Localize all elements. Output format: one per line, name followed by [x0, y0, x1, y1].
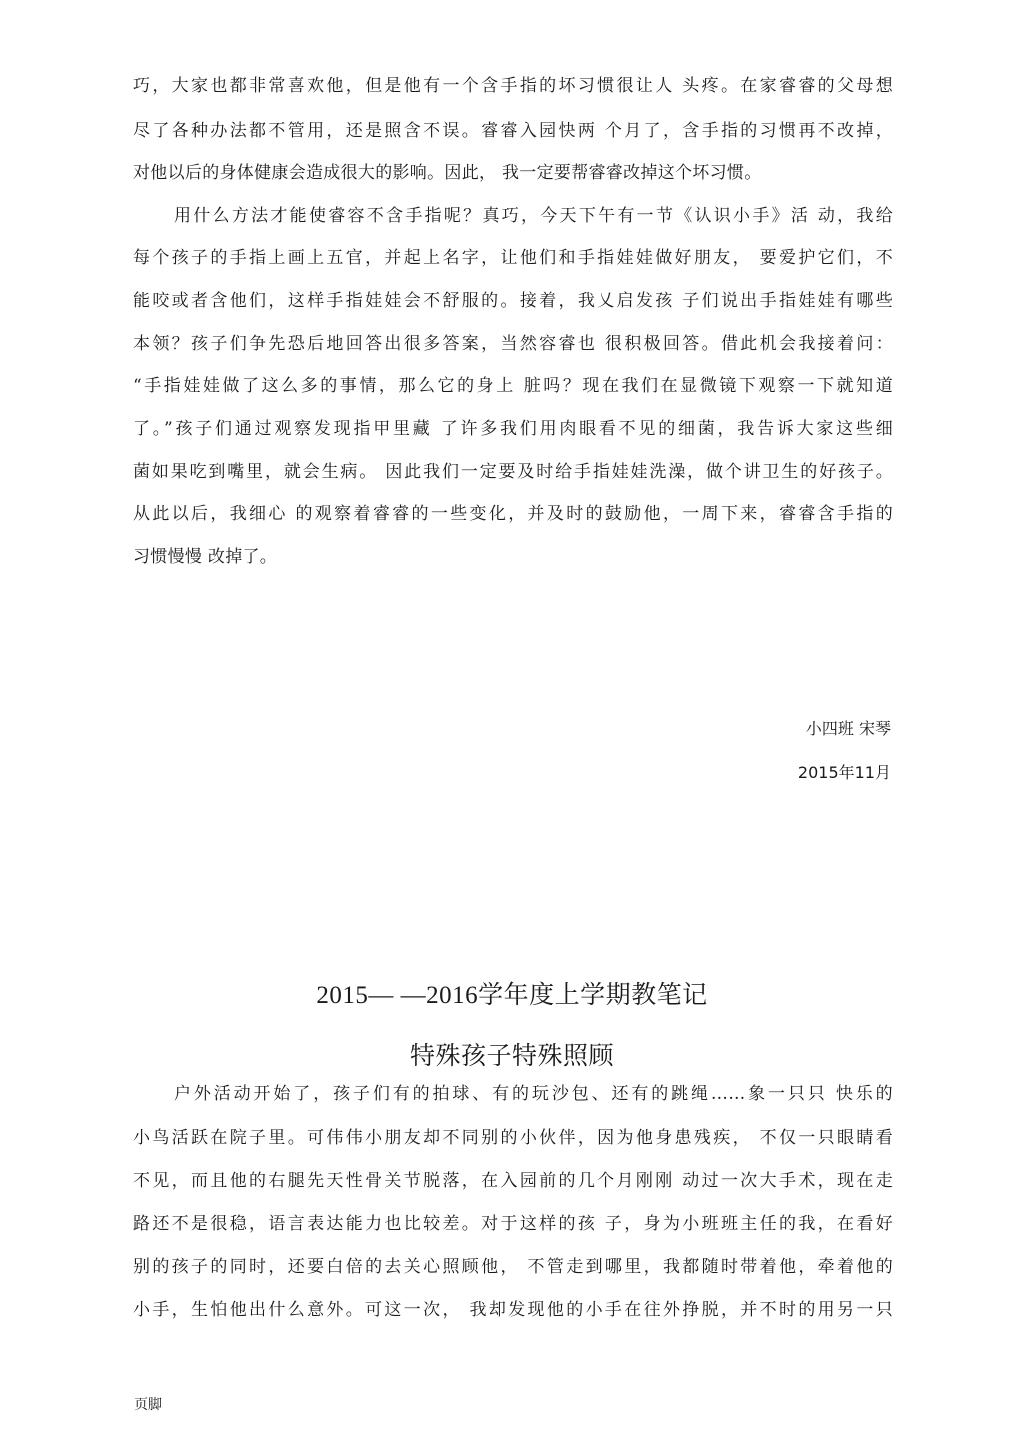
paragraph-line: 户外活动开始了，孩子们有的拍球、有的玩沙包、还有的跳绳……象一只只 快乐的 — [174, 1084, 893, 1104]
paragraph-line: 路还不是很稳，语言表达能力也比较差。对于这样的孩 子，身为小班班主任的我，在看好 — [133, 1214, 893, 1234]
paragraph-line: 小手，生怕他出什么意外。可这一次， 我却发现他的小手在往外挣脱，并不时的用另一只 — [133, 1300, 893, 1320]
signature-date: 2015年11月 — [797, 763, 891, 782]
paragraph-line: 菌如果吃到嘴里，就会生病。 因此我们一定要及时给手指娃娃洗澡，做个讲卫生的好孩子。 — [133, 462, 893, 482]
document-subtitle: 特殊孩子特殊照顾 — [409, 1043, 614, 1070]
paragraph-line: “手指娃娃做了这么多的事情，那么它的身上 脏吗？现在我们在显微镜下观察一下就知道 — [133, 376, 893, 396]
paragraph-line: 别的孩子的同时，还要白倍的去关心照顾他， 不管走到哪里，我都随时带着他，牵着他的 — [133, 1257, 893, 1277]
author-signature: 小四班 宋琴 — [805, 719, 891, 738]
document-title: 2015— —2016学年度上学期教笔记 — [316, 982, 708, 1009]
paragraph-line: 从此以后，我细心 的观察着睿睿的一些变化，并及时的鼓励他，一周下来，睿睿含手指的 — [133, 504, 893, 524]
paragraph-line: 用什么方法才能使睿容不含手指呢？真巧，今天下午有一节《认识小手》活 动，我给 — [174, 206, 893, 226]
paragraph-line: 巧，大家也都非常喜欢他，但是他有一个含手指的坏习惯很让人 头疼。在家睿睿的父母想 — [133, 76, 893, 96]
paragraph-line: 了。”孩子们通过观察发现指甲里藏 了许多我们用肉眼看不见的细菌，我告诉大家这些细 — [133, 419, 893, 439]
paragraph-line: 不见，而且他的右腿先天性骨关节脱落，在入园前的几个月刚刚 动过一次大手术，现在走 — [133, 1171, 893, 1191]
paragraph-line: 小鸟活跃在院子里。可伟伟小朋友却不同别的小伙伴，因为他身患残疾， 不仅一只眼睛看 — [133, 1128, 893, 1148]
paragraph-line: 能咬或者含他们，这样手指娃娃会不舒服的。接着，我乂启发孩 子们说出手指娃娃有哪些 — [133, 291, 893, 311]
page-footer: 页脚 — [134, 1397, 162, 1413]
paragraph-line: 每个孩子的手指上画上五官，并起上名字，让他们和手指娃娃做好朋友， 要爱护它们，不 — [133, 248, 893, 268]
paragraph-line: 尽了各种办法都不管用，还是照含不误。睿睿入园快两 个月了，含手指的习惯再不改掉， — [133, 121, 893, 141]
paragraph-line: 对他以后的身体健康会造成很大的影响。因此， 我一定要帮睿睿改掉这个坏习惯。 — [133, 163, 762, 183]
paragraph-line: 本领？孩子们争先恐后地回答出很多答案，当然容睿也 很积极回答。借此机会我接着问： — [133, 334, 893, 354]
paragraph-line: 习惯慢慢 改掉了。 — [133, 547, 278, 567]
